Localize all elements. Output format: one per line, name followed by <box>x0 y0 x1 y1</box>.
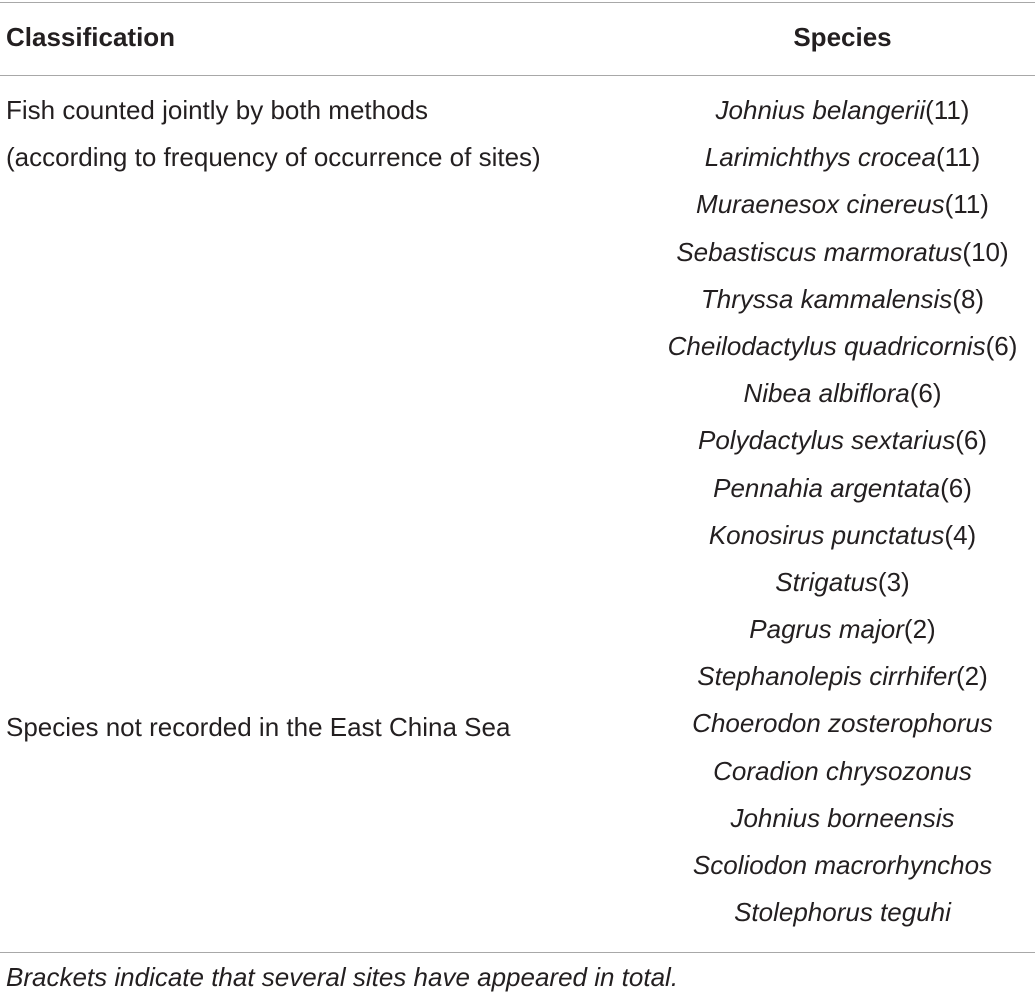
species-count: (10) <box>962 236 1009 267</box>
species-name: Polydactylus sextarius <box>697 425 956 456</box>
species-row <box>650 229 1035 276</box>
species-row <box>650 653 1035 700</box>
species-row <box>650 370 1035 417</box>
species-row <box>650 87 1035 134</box>
header-rule <box>0 75 1035 76</box>
species-count: (6) <box>940 472 972 503</box>
species-count: (2) <box>955 661 988 692</box>
species-count: (11) <box>925 95 970 125</box>
species-name: Coradion chrysozonus <box>713 755 972 786</box>
species-name: Pagrus major <box>749 614 904 645</box>
species-name: Scoliodon macrorhynchos <box>692 850 993 880</box>
species-row <box>650 512 1035 559</box>
classification-line: Fish counted jointly by both methods <box>6 95 429 125</box>
species-count: (6) <box>985 330 1018 361</box>
header-species: Species <box>793 22 892 52</box>
species-row <box>650 181 1035 228</box>
species-row <box>650 889 1035 936</box>
species-name: Choerodon zosterophorus <box>692 708 993 739</box>
species-name: Larimichthys crocea <box>704 142 936 173</box>
species-count: (8) <box>952 283 985 314</box>
species-count: (11) <box>935 142 981 173</box>
table-header <box>0 22 1035 62</box>
species-name: Stephanolepis cirrhifer <box>697 661 956 692</box>
species-count: (2) <box>903 614 936 645</box>
species-name: Nibea albiflora <box>743 378 910 409</box>
species-row <box>650 748 1035 795</box>
classification-cell-jointly-counted <box>6 87 541 181</box>
species-row <box>650 323 1035 370</box>
species-row <box>650 417 1035 464</box>
species-row <box>650 276 1035 323</box>
species-row <box>650 700 1035 747</box>
species-row <box>650 795 1035 842</box>
species-name: Pennahia argentata <box>713 472 941 503</box>
table-top-rule <box>0 2 1035 3</box>
species-column <box>650 87 1035 936</box>
species-name: Johnius borneensis <box>730 802 955 833</box>
table-footnote: Brackets indicate that several sites have appeared in total. <box>6 962 679 992</box>
species-row <box>650 134 1035 181</box>
species-name: Sebastiscus marmoratus <box>676 236 963 267</box>
header-classification: Classification <box>6 22 176 52</box>
species-name: Muraenesox cinereus <box>696 189 945 220</box>
classification-cell-not-recorded <box>6 704 510 751</box>
species-row <box>650 842 1035 889</box>
species-row <box>650 559 1035 606</box>
species-name: Konosirus punctatus <box>708 519 945 550</box>
species-count: (3) <box>877 566 910 597</box>
table-bottom-rule <box>0 952 1035 953</box>
species-name: Cheilodactylus quadricornis <box>667 330 986 361</box>
classification-line: (according to frequency of occurrence of sites) <box>6 142 541 172</box>
species-row <box>650 606 1035 653</box>
species-count: (11) <box>944 189 989 220</box>
species-count: (6) <box>909 378 942 409</box>
species-count: (4) <box>944 519 977 550</box>
species-count: (6) <box>955 425 987 456</box>
species-name: Johnius belangerii <box>715 95 926 125</box>
species-name: Strigatus <box>775 566 878 597</box>
species-name: Thryssa kammalensis <box>700 283 953 314</box>
species-row <box>650 465 1035 512</box>
species-name: Stolephorus teguhi <box>734 897 951 928</box>
classification-line: Species not recorded in the East China Sea <box>6 712 511 742</box>
